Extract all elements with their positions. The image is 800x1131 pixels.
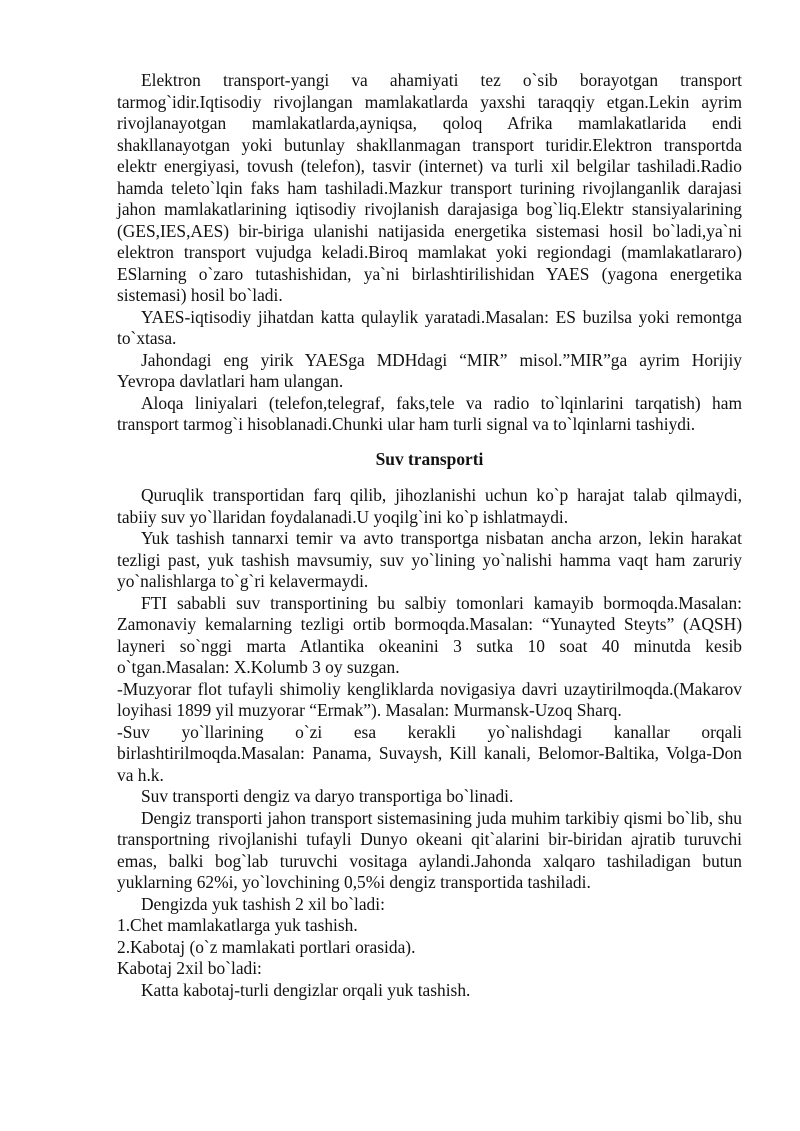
paragraph-division: Suv transporti dengiz va daryo transportiga bo`linadi. bbox=[141, 786, 514, 806]
list-item: 1.Chet mamlakatlarga yuk tashish. bbox=[117, 915, 358, 935]
paragraph-electronic-transport: Elektron transport-yangi va ahamiyati tez o`sib borayotgan transport tarmog`idir.Iqtisodiy rivojlangan mamlakatlarda yaxshi taraqqiy etgan.Lekin ayrim rivojlanayotgan mamlakatlarda,ayniqsa, qoloq Afrika mamlakatlarida endi shakllanayotgan yoki butunlay shakllanmagan transport turidir.Elektron transportda elektr energiyasi, tovush (telefon), tasvir (internet) va turli xil belgilar tashiladi.Radio hamda teleto`lqin faks ham tashiladi.Mazkur transport turining rivojlanganlik darajasi jahon mamlakatlarining iqtisodiy rivojlanish darajasiga bog`liq.Elektr stansiyalarining (GES,IES,AES) bir-biriga ulanishi natijasida energetika sistemasi hosil bo`ladi,ya`ni elektron transport vujudga keladi.Biroq mamlakat yoki regiondagi (mamlakatlararo) ESlarning o`zaro tutashishidan, ya`ni birlashtirilishidan YAES (yagona energetika sistemasi) hosil bo`ladi. bbox=[117, 70, 742, 305]
list-item: Kabotaj 2xil bo`ladi: bbox=[117, 958, 262, 978]
paragraph-large-cabotage: Katta kabotaj-turli dengizlar orqali yuk tashish. bbox=[141, 979, 471, 1000]
document-page bbox=[117, 70, 742, 1001]
section-heading: Suv transporti bbox=[375, 448, 484, 469]
paragraph-water-vs-land: Quruqlik transportidan farq qilib, jihozlanishi uchun ko`p harajat talab qilmaydi, tabiiy suv yo`llaridan foydalanadi.U yoqilg`ini ko`p ishlatmaydi. bbox=[117, 485, 742, 527]
paragraph-freight-cost: Yuk tashish tannarxi temir va avto transportga nisbatan ancha arzon, lekin harakat tezligi past, yuk tashish mavsumiy, suv yo`lining yo`nalishi hamma vaqt ham zaruriy yo`nalishlarga to`g`ri kelavermaydi. bbox=[117, 528, 742, 591]
paragraph-sea-freight-types: Dengizda yuk tashish 2 xil bo`ladi: bbox=[141, 893, 385, 914]
paragraph-canals: -Suv yo`llarining o`zi esa kerakli yo`nalishdagi kanallar orqali birlashtirilmoqda.Masalan: Panama, Suvaysh, Kill kanali, Belomor-Baltika, Volga-Don va h.k. bbox=[117, 721, 742, 785]
list-item: 2.Kabotaj (o`z mamlakati portlari orasida). bbox=[117, 936, 416, 957]
paragraph-communication-lines: Aloqa liniyalari (telefon,telegraf, faks,tele va radio to`lqinlarini tarqatish) ham transport tarmog`i hisoblanadi.Chunki ular ham turli signal va to`lqinlarni tashiydi. bbox=[117, 392, 742, 434]
paragraph-icebreaker-fleet: -Muzyorar flot tufayli shimoliy kengliklarda novigasiya davri uzaytirilmoqda.(Makarov loyihasi 1899 yil muzyorar “Ermak”). Masalan: Murmansk-Uzoq Sharq. bbox=[117, 678, 742, 720]
paragraph-fti-progress: FTI sababli suv transportining bu salbiy tomonlari kamayib bormoqda.Masalan: Zamonaviy kemalarning tezligi ortib bormoqda.Masalan: “Yunayted Steyts” (AQSH) layneri so`nggi marta Atlantika okeanini 3 sutka 10 soat 40 minutda kesib o`tgan.Masalan: X.Kolumb 3 oy suzgan. bbox=[117, 592, 742, 677]
paragraph-sea-transport: Dengiz transporti jahon transport sistemasining juda muhim tarkibiy qismi bo`lib, shu transportning rivojlanishi tufayli Dunyo okeani qit`alarini bir-biridan ajratib turuvchi emas, balki bog`lab turuvchi vositaga aylandi.Jahonda xalqaro tashiladigan butun yuklarning 62%i, yo`lovchining 0,5%i dengiz transportida tashiladi. bbox=[117, 807, 742, 892]
paragraph-yaes-benefit: YAES-iqtisodiy jihatdan katta qulaylik yaratadi.Masalan: ES buzilsa yoki remontga to`xtasa. bbox=[117, 306, 742, 348]
paragraph-mir-system: Jahondagi eng yirik YAESga MDHdagi “MIR” misol.”MIR”ga ayrim Horijiy Yevropa davlatlari ham ulangan. bbox=[117, 349, 742, 391]
